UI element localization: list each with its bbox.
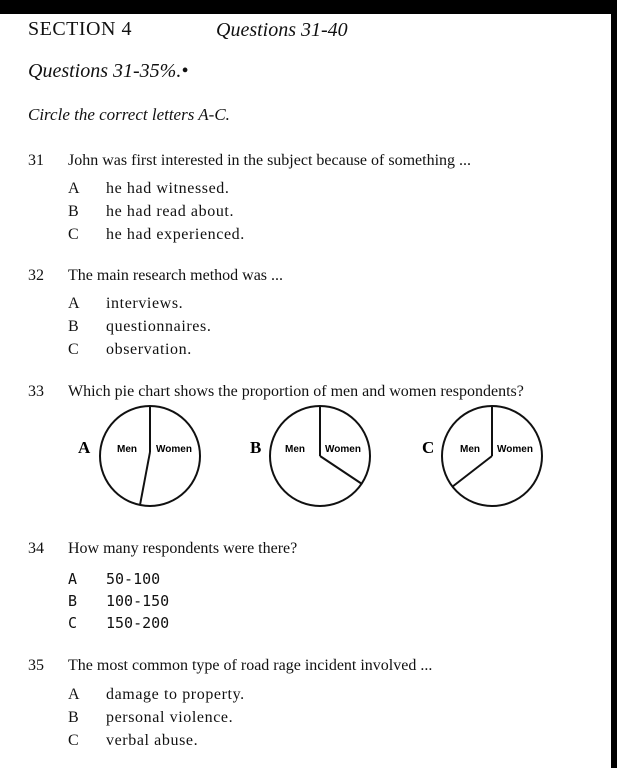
q35-option-b-letter[interactable]: B: [68, 709, 79, 726]
pie-c-women-label: Women: [497, 444, 533, 455]
q31-option-b-text: he had read about.: [106, 203, 235, 220]
q34-option-c-text: 150-200: [106, 614, 170, 632]
q35-option-c-text: verbal abuse.: [106, 732, 199, 749]
pie-a-divider-bottom: [140, 452, 150, 505]
q35-option-b-text: personal violence.: [106, 709, 234, 726]
q34-option-a-text: 50-100: [106, 570, 161, 588]
question-35-text: The most common type of road rage incident involved ...: [68, 657, 433, 674]
question-34-number: 34: [28, 540, 44, 557]
q31-option-b-letter[interactable]: B: [68, 203, 79, 220]
question-range: Questions 31-40: [216, 19, 348, 41]
q32-option-b-letter[interactable]: B: [68, 318, 79, 335]
q34-option-b-letter[interactable]: B: [68, 592, 78, 610]
q35-option-c-letter[interactable]: C: [68, 732, 79, 749]
question-33-text: Which pie chart shows the proportion of men and women respondents?: [68, 383, 524, 400]
question-subheading: Questions 31-35%.•: [28, 60, 189, 82]
pie-c-letter[interactable]: C: [422, 438, 435, 457]
pie-c-men-label: Men: [460, 444, 480, 455]
pie-a-letter[interactable]: A: [78, 438, 91, 457]
q32-option-a-letter[interactable]: A: [68, 295, 80, 312]
pie-b-men-label: Men: [285, 444, 305, 455]
q31-option-c-letter[interactable]: C: [68, 226, 79, 243]
question-35-number: 35: [28, 657, 44, 674]
question-34-text: How many respondents were there?: [68, 540, 298, 557]
q35-option-a-text: damage to property.: [106, 686, 245, 703]
q31-option-a-letter[interactable]: A: [68, 180, 80, 197]
pie-c-divider-bottom: [452, 456, 492, 487]
q34-option-a-letter[interactable]: A: [68, 570, 78, 588]
q32-option-c-letter[interactable]: C: [68, 341, 79, 358]
question-32-text: The main research method was ...: [68, 267, 284, 284]
pie-b-women-label: Women: [325, 444, 361, 455]
pie-b-letter[interactable]: B: [250, 438, 262, 457]
pie-a-women-label: Women: [156, 444, 192, 455]
pie-b-divider-bottom: [320, 456, 362, 484]
instruction: Circle the correct letters A-C.: [28, 105, 230, 124]
q31-option-a-text: he had witnessed.: [106, 180, 230, 197]
question-33-number: 33: [28, 383, 44, 400]
pie-a-men-label: Men: [117, 444, 137, 455]
section-title: SECTION 4: [28, 18, 132, 40]
q32-option-c-text: observation.: [106, 341, 192, 358]
question-32-number: 32: [28, 267, 44, 284]
q35-option-a-letter[interactable]: A: [68, 686, 80, 703]
q34-option-b-text: 100-150: [106, 592, 170, 610]
q32-option-b-text: questionnaires.: [106, 318, 212, 335]
q31-option-c-text: he had experienced.: [106, 226, 245, 243]
question-31-text: John was first interested in the subject because of something ...: [68, 152, 472, 169]
q32-option-a-text: interviews.: [106, 295, 184, 312]
question-31-number: 31: [28, 152, 44, 169]
q34-option-c-letter[interactable]: C: [68, 614, 78, 632]
